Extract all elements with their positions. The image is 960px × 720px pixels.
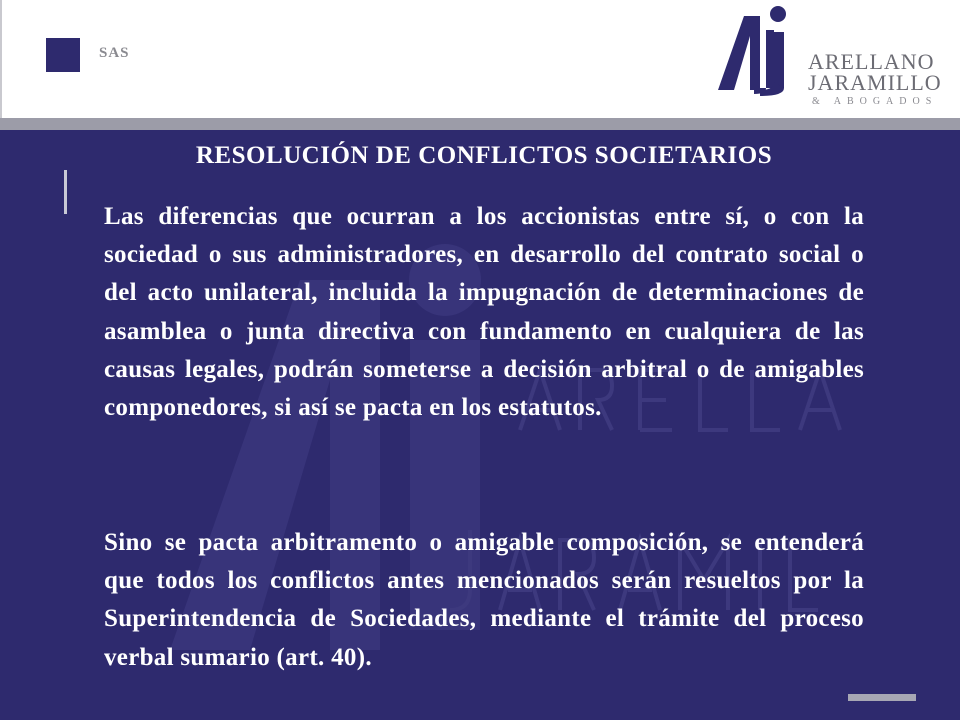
header-square-icon: [46, 38, 80, 72]
slide-body: [0, 130, 960, 720]
logo-text-line2: JARAMILLO: [808, 70, 942, 95]
header-label: SAS: [99, 45, 130, 61]
left-accent-bar: [64, 170, 67, 214]
paragraph-1: Las diferencias que ocurran a los accionistas entre sí, o con la sociedad o sus administradores, en desarrollo del contrato social o del acto unilateral, incluida la impugnación de determinaciones de asamblea o junta directiva con fundamento en cualquiera de las causas legales, podrán someterse a decisión arbitral o de amigables componedores, si así se pacta en los estatutos.: [104, 203, 864, 422]
logo-text-line3: & ABOGADOS: [812, 96, 938, 107]
bottom-accent-bar: [848, 694, 916, 701]
slide-title: RESOLUCIÓN DE CONFLICTOS SOCIETARIOS: [195, 142, 773, 169]
paragraph-2: Sino se pacta arbitramento o amigable composición, se entenderá que todos los conflictos antes mencionados serán resueltos por la Superintendencia de Sociedades, mediante el trámite del proceso verbal sumario (art. 40).: [104, 529, 864, 671]
slide-header: [0, 0, 960, 118]
logo-text-line1: ARELLANO: [808, 49, 935, 74]
firm-logo: [714, 2, 954, 114]
aj-monogram-icon: [714, 2, 814, 97]
header-divider-band: [0, 118, 960, 130]
